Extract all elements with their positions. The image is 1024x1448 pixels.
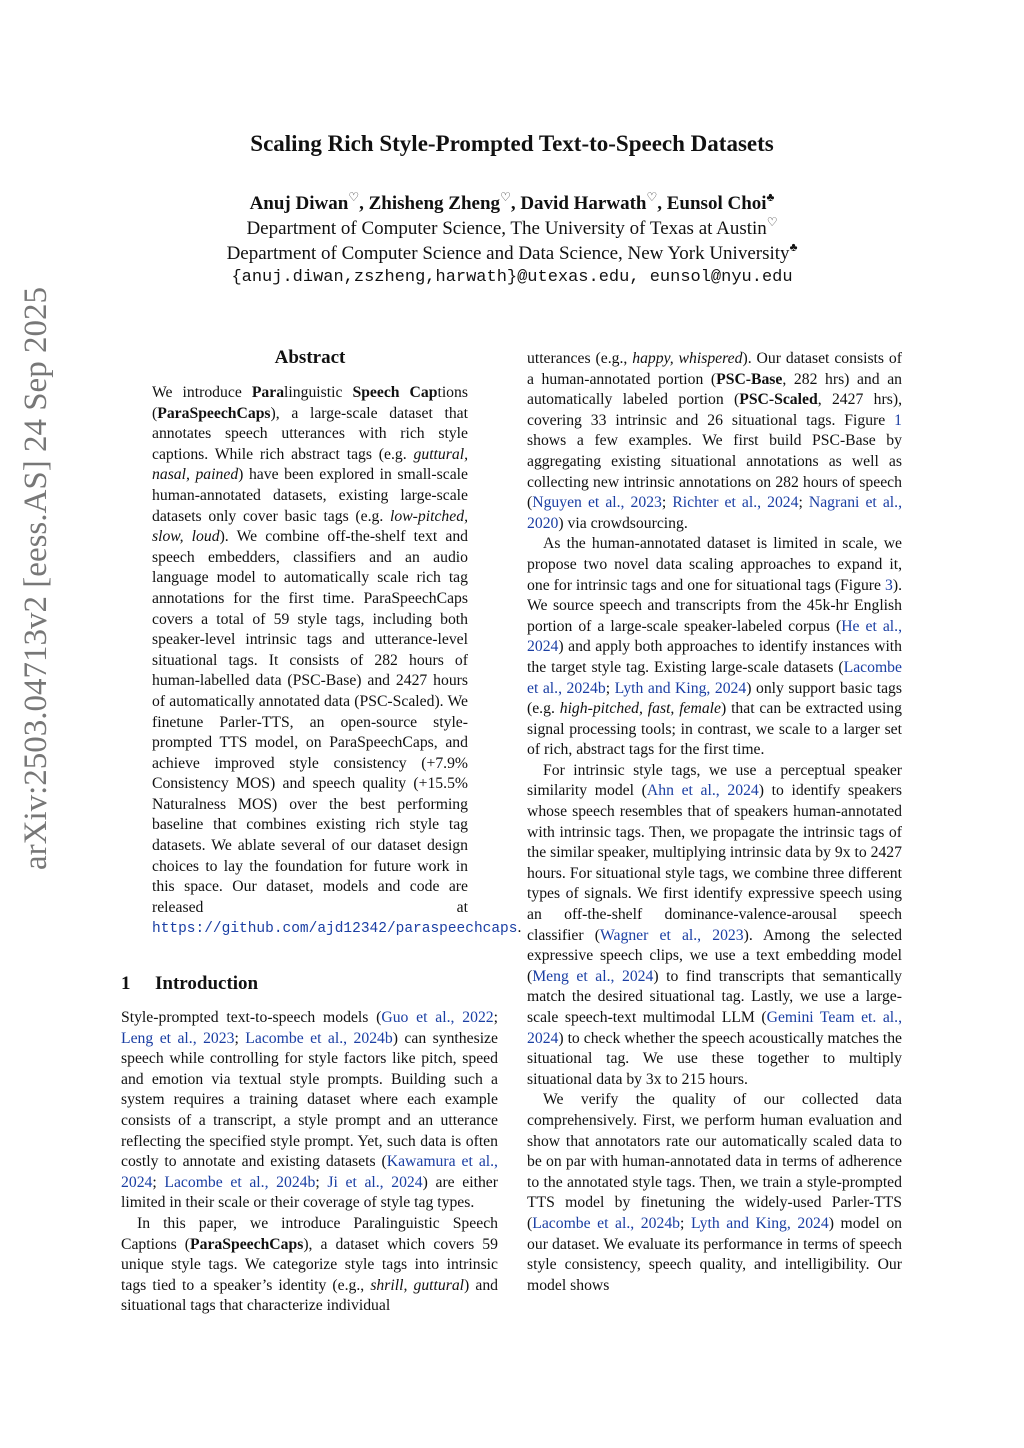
citation-link[interactable]: Kawamura et al., 2024 [121, 1153, 498, 1191]
body-text: ), a dataset which covers 59 unique style tags. We categorize style tags into intrinsic tags tied to a speaker’s identity (e.g., [121, 1235, 498, 1294]
section-title: Introduction [155, 973, 259, 994]
citation-link[interactable]: Ji et al., 2024 [327, 1173, 423, 1191]
author-list: Anuj Diwan♡, Zhisheng Zheng♡, David Harwath♡, Eunsol Choi♣ [249, 190, 775, 214]
citation-link[interactable]: Lacombe et al., 2024b [532, 1214, 681, 1232]
body-text: ; [152, 1173, 165, 1191]
bold-text: PSC-Scaled [739, 391, 818, 409]
affiliation-text: Department of Computer Science, The University of Texas at Austin [246, 218, 767, 239]
author-name: Anuj Diwan [249, 193, 349, 214]
body-text: ) can synthesize speech while controlling for style factors like pitch, speed and emotion via textual style prompts. Building such a system requires a training dataset where each example consists of a transcript, a style prompt and an utterance reflecting the specified style prompt. Yet, such data is often costly to annotate and existing datasets ( [121, 1029, 498, 1171]
abstract-text: ), a large-scale dataset that annotates speech utterances with rich style captions. While rich abstract tags (e.g. [152, 404, 468, 463]
italic-text: happy, whispered [632, 350, 743, 367]
body-paragraph [527, 349, 902, 534]
citation-link[interactable]: He et al., 2024 [527, 617, 902, 656]
citation-link[interactable]: Leng et al., 2023 [121, 1029, 235, 1047]
abstract-heading: Abstract [274, 347, 346, 368]
author-name: David Harwath [520, 193, 647, 214]
citation-link[interactable]: Lacombe et al., 2024b [527, 658, 902, 697]
citation-link[interactable]: Wagner et al., 2023 [599, 926, 744, 944]
affiliation-mark: ♣ [789, 240, 798, 254]
abstract-text: ). We combine off-the-shelf text and speech embedders, classifiers and an audio language model to automatically scale rich tag annotations for the first time. ParaSpeechCaps covers a total of 59 style tags, including both speaker-level intrinsic tags and utterance-level situational tags. It consists of 282 hours of human-labelled data (PSC-Base) and 2427 hours of automatically annotated data (PSC-Scaled). We finetune Parler-TTS, an open-source style-prompted TTS model, on ParaSpeechCaps, and achieve improved style consistency (+7.9% Consistency MOS) and speech quality (+15.5% Naturalness MOS) over the best performing baseline that combines existing rich style tag datasets. We ablate several of our dataset design choices to lay the foundation for future work in this space. Our dataset, models and code are released at [152, 528, 469, 916]
bold-text: ParaSpeechCaps [190, 1235, 304, 1253]
body-paragraph [527, 1090, 902, 1296]
abstract-text: . [517, 919, 522, 937]
abstract-text: linguistic [284, 384, 353, 401]
abstract-bold: Speech Cap [352, 384, 438, 401]
body-text: ) and situational tags that characterize individual [121, 1276, 499, 1315]
body-text: For intrinsic style tags, we use a perceptual speaker similarity model ( [527, 761, 902, 800]
citation-link[interactable]: Ahn et al., 2024 [646, 782, 759, 800]
body-text: ) to check whether the speech acoustically matches the situational tag. We use these together to multiply situational data by 3x to 215 hours. [527, 1029, 902, 1088]
citation-link[interactable]: Lacombe et al., 2024b [245, 1029, 393, 1047]
body-text: ) and apply both approaches to identify instances with the target style tag. Existing large-scale datasets ( [527, 638, 902, 676]
affiliation-mark: ♡ [766, 215, 778, 229]
body-text: , 2427 hrs), covering 33 intrinsic and 26 situational tags. Figure [527, 391, 902, 429]
body-text: ) via crowdsourcing. [558, 514, 688, 532]
body-text: ). Among the selected expressive speech clips, we use a text embedding model ( [527, 926, 903, 985]
body-text: ; [605, 679, 615, 697]
author-emails: {anuj.diwan,zszheng,harwath}@utexas.edu, eunsol@nyu.edu [231, 268, 793, 287]
body-text: We verify the quality of our collected data comprehensively. First, we perform human evaluation and show that annotators rate our automatically scaled data to be on par with human-annotated data in terms of adherence to the annotated style tags. Then, we train a style-prompted TTS model by finetuning the widely-used Parler-TTS ( [527, 1091, 902, 1232]
citation-link[interactable]: Nagrani et al., 2020 [527, 494, 902, 532]
paper-title: Scaling Rich Style-Prompted Text-to-Speech Datasets [250, 131, 774, 156]
bold-text: PSC-Base [716, 370, 783, 388]
body-text: ; [680, 1214, 691, 1232]
citation-link[interactable]: Meng et al., 2024 [532, 967, 654, 985]
abstract-bold: ParaSpeechCaps [157, 404, 271, 422]
affiliation-mark: ♡ [348, 190, 360, 204]
body-text: Style-prompted text-to-speech models ( [121, 1009, 382, 1026]
body-text: ) are either limited in their scale or their coverage of style tag types. [121, 1173, 498, 1212]
body-text: ; [234, 1029, 246, 1047]
abstract-body [152, 383, 522, 940]
intro-paragraph-1 [121, 1008, 498, 1214]
abstract-text: We introduce [152, 384, 252, 401]
citation-link[interactable]: Guo et al., 2022 [381, 1009, 494, 1026]
abstract-text: ) have been explored in small-scale human-annotated datasets, existing large-scale datasets only cover basic tags (e.g. [152, 466, 468, 525]
affiliation-text: Department of Computer Science and Data Science, New York University [226, 243, 790, 264]
citation-link[interactable]: 3 [885, 576, 893, 594]
body-text: ) model on our dataset. We evaluate its performance in terms of speech style consistency, speech quality, and intelligibility. Our model shows [527, 1214, 903, 1294]
citation-link[interactable]: 1 [894, 411, 902, 429]
citation-link[interactable]: Nguyen et al., 2023 [532, 494, 662, 512]
body-text: ). Our dataset consists of a human-annotated portion ( [527, 350, 902, 388]
body-text: ; [493, 1009, 498, 1026]
body-text: , 282 hrs) and an automatically labeled portion ( [527, 370, 903, 409]
citation-link[interactable]: Gemini Team et. al., 2024 [527, 1009, 903, 1047]
body-text: In this paper, we introduce Paralinguistic Speech Captions ( [121, 1214, 498, 1253]
body-text: shows a few examples. We first build PSC-Base by aggregating existing situational annotations as well as collecting new intrinsic annotations on 282 hours of speech ( [527, 432, 902, 512]
abstract-bold: Para [251, 384, 285, 401]
italic-text: high-pitched, fast, female [559, 700, 722, 718]
body-paragraph [527, 761, 902, 1091]
body-text: ) to identify speakers whose speech resembles that of speakers human-annotated with intrinsic tags. Then, we propagate the intrinsic tags of the similar speaker, multiplying intrinsic data by 9x to 2427 hours. For situational style tags, we combine three different types of signals. We first identify expressive speech using an off-the-shelf dominance-valence-arousal speech classifier ( [527, 782, 902, 944]
body-text: ). We source speech and transcripts from the 45k-hr English portion of a large-scale speaker-labeled corpus ( [527, 576, 902, 635]
author-name: Zhisheng Zheng [368, 193, 501, 214]
body-paragraph [527, 534, 902, 761]
body-text: As the human-annotated dataset is limited in scale, we propose two novel data scaling approaches to expand it, one for intrinsic tags and one for situational tags (Figure [527, 535, 902, 594]
body-text: ; [798, 494, 809, 512]
citation-link[interactable]: Richter et al., 2024 [672, 494, 799, 512]
body-text: ) that can be extracted using signal processing tools; in contrast, we scale to a larger set of rich, abstract tags for the first time. [527, 700, 902, 759]
citation-link[interactable]: Lacombe et al., 2024b [164, 1173, 316, 1191]
affiliation-1 [0, 215, 1024, 240]
repo-link[interactable]: https://github.com/ajd12342/paraspeechcaps [152, 921, 518, 938]
citation-link[interactable]: Lyth and King, 2024 [614, 679, 747, 697]
body-text: ) only support basic tags (e.g. [527, 679, 902, 718]
abstract-italic: low-pitched, slow, loud [152, 507, 468, 546]
abstract-italic: guttural, nasal, pained [152, 445, 468, 484]
affiliation-mark: ♣ [766, 190, 775, 204]
body-text: ) to find transcripts that semantically match the desired situational tag. Lastly, we use a large-scale speech-text multimodal LLM ( [527, 967, 902, 1026]
intro-paragraph-2 [121, 1214, 498, 1317]
affiliation-2 [0, 240, 1024, 265]
intro-column [121, 1008, 498, 1317]
author-name: Eunsol Choi [666, 193, 767, 214]
section-number: 1 [121, 973, 131, 994]
section-heading [121, 973, 258, 995]
citation-link[interactable]: Lyth and King, 2024 [690, 1214, 829, 1232]
arxiv-stamp: arXiv:2503.04713v2 [eess.AS] 24 Sep 2025 [18, 287, 54, 870]
abstract-text: tions ( [152, 384, 468, 422]
italic-text: shrill, guttural [370, 1276, 465, 1294]
body-text: utterances (e.g., [527, 350, 633, 367]
affiliation-mark: ♡ [646, 190, 658, 204]
body-text: ; [661, 494, 673, 512]
right-column [527, 349, 902, 1296]
body-text: ; [315, 1173, 328, 1191]
affiliation-mark: ♡ [500, 190, 511, 204]
